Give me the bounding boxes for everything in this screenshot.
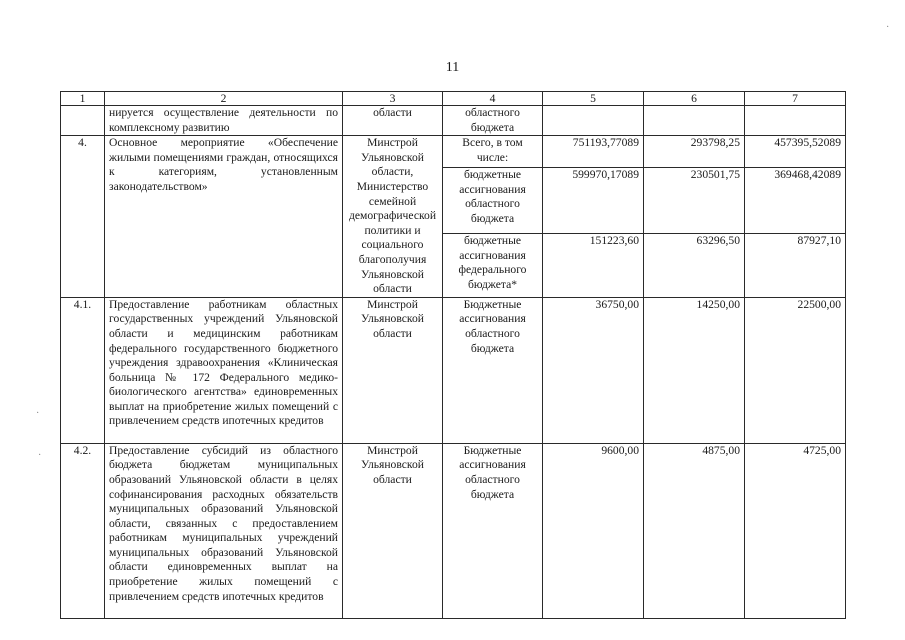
executor-cell: Минстрой Ульяновской области — [343, 297, 443, 443]
event-name-cell: Предоставление субсидий из областного бюджета бюджетам муниципальных образований Ульяновской области в целях софинансирования расходных обязательств муниципальных образований Ульяновской области, связанных с предоставлением работникам муниципальных учреждений муниципальных образований Ульяновской области единовременных выплат на приобретение жилых помещений с привлечением средств ипотечных кредитов — [105, 443, 343, 618]
page-number: 11 — [445, 60, 460, 75]
table-row — [61, 136, 846, 168]
column-number: 1 — [61, 92, 105, 106]
funding-source-cell: бюджетные ассигнования областного бюджета — [443, 168, 543, 234]
year2-cell — [745, 106, 846, 136]
column-number: 3 — [343, 92, 443, 106]
year2-cell: 22500,00 — [745, 297, 846, 443]
event-name-cell: нируется осуществление деятельности по комплексному развитию — [105, 106, 343, 136]
scan-artifact-mark: · — [38, 450, 42, 461]
column-number: 5 — [543, 92, 644, 106]
row-number-cell: 4.2. — [61, 443, 105, 618]
total-cell: 599970,17089 — [543, 168, 644, 234]
scan-artifact-mark: · — [36, 408, 40, 419]
total-cell: 36750,00 — [543, 297, 644, 443]
column-number-row — [61, 92, 846, 106]
column-number: 2 — [105, 92, 343, 106]
executor-cell: Минстрой Ульяновской области — [343, 443, 443, 618]
event-name-cell: Предоставление работникам областных государственных учреждений Ульяновской области и медицинским работникам федерального государственного бюджетного учреждения здравоохранения «Клиническая больница № 172 Федерального медико-биологического агентства» единовременных выплат на приобретение жилых помещений с привлечением средств ипотечных кредитов — [105, 297, 343, 443]
row-number-cell — [61, 106, 105, 136]
table-row-continuation — [61, 106, 846, 136]
funding-source-cell: Всего, в том числе: — [443, 136, 543, 168]
column-number: 7 — [745, 92, 846, 106]
year1-cell: 63296,50 — [644, 234, 745, 298]
year2-cell: 369468,42089 — [745, 168, 846, 234]
year1-cell: 4875,00 — [644, 443, 745, 618]
table-row — [61, 297, 846, 443]
total-cell: 9600,00 — [543, 443, 644, 618]
year2-cell: 4725,00 — [745, 443, 846, 618]
total-cell: 151223,60 — [543, 234, 644, 298]
funding-source-cell: Бюджетные ассигнования областного бюджета — [443, 443, 543, 618]
executor-cell: Минстрой Ульяновской области, Министерство семейной демографической политики и социального благополучия Ульяновской области — [343, 136, 443, 298]
total-cell: 751193,77089 — [543, 136, 644, 168]
funding-source-cell: областного бюджета — [443, 106, 543, 136]
funding-source-cell: бюджетные ассигнования федерального бюджета* — [443, 234, 543, 298]
event-name-cell: Основное мероприятие «Обеспечение жилыми помещениями граждан, относящихся к категориям, установленным законодательством» — [105, 136, 343, 298]
total-cell — [543, 106, 644, 136]
column-number: 6 — [644, 92, 745, 106]
table-row — [61, 443, 846, 618]
year1-cell: 230501,75 — [644, 168, 745, 234]
year2-cell: 87927,10 — [745, 234, 846, 298]
year1-cell — [644, 106, 745, 136]
executor-cell: области — [343, 106, 443, 136]
year1-cell: 293798,25 — [644, 136, 745, 168]
budget-table — [60, 91, 846, 619]
scan-artifact-mark: · — [886, 22, 890, 33]
column-number: 4 — [443, 92, 543, 106]
row-number-cell: 4.1. — [61, 297, 105, 443]
row-number-cell: 4. — [61, 136, 105, 298]
funding-source-cell: Бюджетные ассигнования областного бюджета — [443, 297, 543, 443]
year2-cell: 457395,52089 — [745, 136, 846, 168]
year1-cell: 14250,00 — [644, 297, 745, 443]
